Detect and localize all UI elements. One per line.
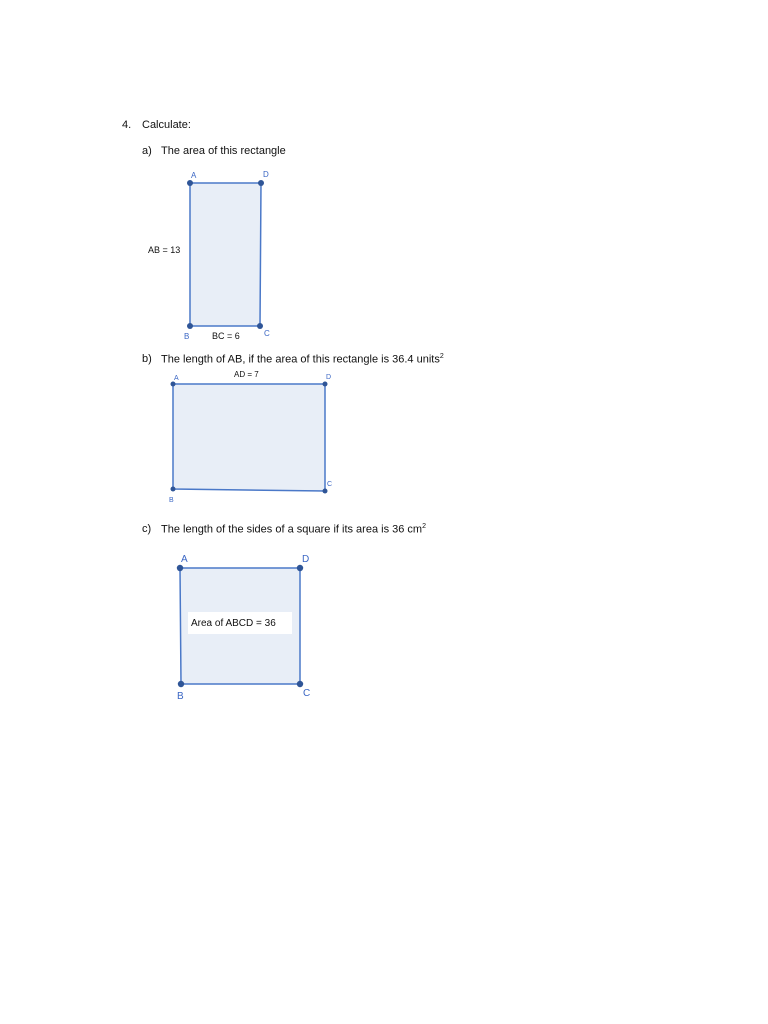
vertex-c xyxy=(257,323,263,329)
vertex-c xyxy=(323,489,328,494)
figure-c-square xyxy=(177,554,310,702)
vertex-label-c: C xyxy=(303,688,311,699)
vertex-label-b: B xyxy=(184,332,190,341)
label-ab: AB = 13 xyxy=(148,245,181,255)
vertex-d xyxy=(297,565,303,571)
part-a-text: The area of this rectangle xyxy=(161,145,286,157)
part-c-superscript: 2 xyxy=(422,523,426,530)
area-label: Area of ABCD = 36 xyxy=(191,618,276,629)
vertex-label-a: A xyxy=(191,171,197,180)
figure-a-rectangle xyxy=(148,170,270,341)
label-bc: BC = 6 xyxy=(212,331,240,341)
part-b-text-main: The length of AB, if the area of this rectangle is 36.4 units xyxy=(161,353,440,366)
vertex-label-d: D xyxy=(326,374,332,381)
part-c-letter: c) xyxy=(142,523,152,535)
question-title: Calculate: xyxy=(142,119,191,131)
vertex-label-a: A xyxy=(174,375,179,382)
question-number: 4. xyxy=(122,119,132,131)
label-ad: AD = 7 xyxy=(234,370,259,379)
vertex-label-d: D xyxy=(263,170,269,179)
part-b-letter: b) xyxy=(142,353,152,365)
vertex-d xyxy=(258,180,264,186)
part-c-text-main: The length of the sides of a square if its area is 36 cm xyxy=(161,523,423,536)
vertex-a xyxy=(187,180,193,186)
vertex-a xyxy=(177,565,183,571)
part-a-letter: a) xyxy=(142,145,152,157)
vertex-b xyxy=(187,323,193,329)
vertex-label-c: C xyxy=(327,481,333,488)
vertex-label-b: B xyxy=(177,691,184,702)
vertex-label-a: A xyxy=(181,554,188,565)
vertex-c xyxy=(297,681,303,687)
part-b-superscript: 2 xyxy=(439,353,444,360)
vertex-label-c: C xyxy=(264,329,270,338)
vertex-b xyxy=(171,487,176,492)
vertex-label-d: D xyxy=(302,554,310,565)
figure-b-rectangle xyxy=(169,370,332,504)
vertex-d xyxy=(323,382,328,387)
vertex-b xyxy=(178,681,184,687)
rectangle-abcd-b xyxy=(173,384,325,491)
vertex-label-b: B xyxy=(169,497,174,504)
rectangle-abcd-a xyxy=(190,183,261,326)
vertex-a xyxy=(171,382,176,387)
